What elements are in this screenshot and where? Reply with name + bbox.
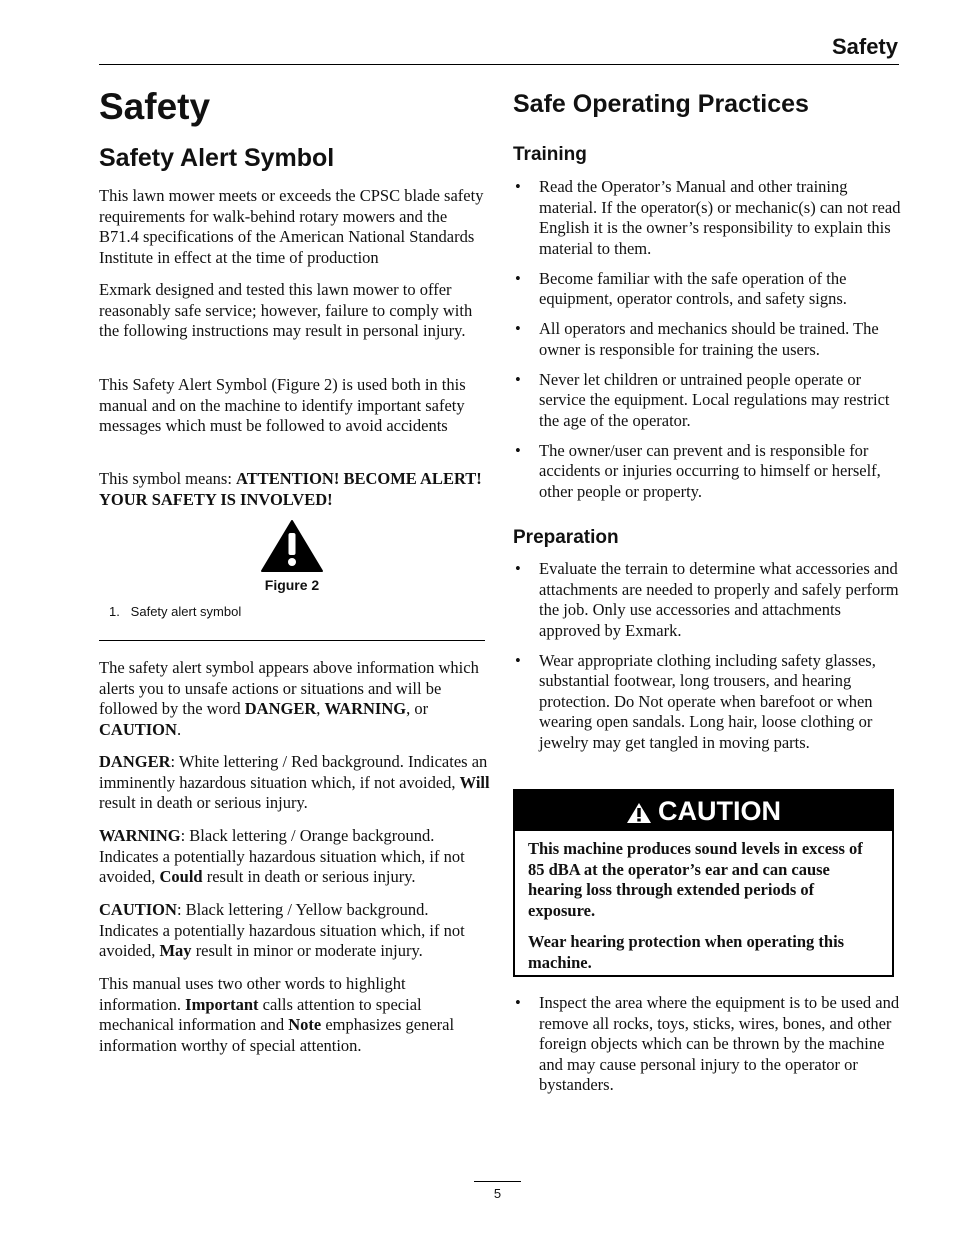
list-item-text: Inspect the area where the equipment is to be used and remove all rocks, toys, sticks, wires, bones, and other foreign objects which can be thrown by the machine and may cause personal injury to the operator or bystanders. [539, 993, 900, 1094]
safety-alert-symbol-heading: Safety Alert Symbol [99, 144, 335, 172]
danger-will: Will [459, 772, 490, 792]
page-number: 5 [493, 1186, 502, 1201]
training-heading: Training [513, 144, 587, 165]
list-item [513, 441, 903, 503]
word-important: Important [185, 994, 259, 1014]
danger-desc: : White lettering / Red background. Indicates an imminently hazardous situation which, if not avoided, [99, 752, 488, 792]
bullet: • [515, 369, 521, 389]
signal-word-caution: CAUTION [99, 719, 177, 739]
list-item [513, 993, 903, 1096]
list-item [513, 370, 903, 432]
paragraph-caution-definition [99, 900, 491, 962]
signal-word-danger: DANGER [244, 699, 317, 718]
list-item [513, 319, 903, 360]
after-caution-list [513, 993, 903, 1105]
caution-label: CAUTION [658, 795, 781, 826]
paragraph-exmark-design: Exmark designed and tested this lawn mower to offer reasonably safe service; however, failure to comply with the following instructions may result in personal injury. [99, 280, 473, 340]
symbol-meaning-prefix: This symbol means: [99, 469, 237, 488]
word-note: Note [288, 1015, 322, 1034]
list-item [513, 269, 903, 310]
list-item-text: The owner/user can prevent and is responsible for accidents or injuries occurring to himself or herself, other people or property. [539, 440, 881, 501]
list-item-text: All operators and mechanics should be trained. The owner is responsible for training the users. [539, 319, 879, 359]
running-header: Safety [831, 34, 898, 59]
other-words-text: This manual uses two other words to highlight information. [99, 974, 406, 1014]
list-item-text: Become familiar with the safe operation of the equipment, operator controls, and safety signs. [539, 268, 847, 308]
signal-words-end: . [176, 719, 182, 739]
page-title: Safety [99, 86, 211, 127]
preparation-heading: Preparation [513, 527, 619, 548]
header-rule [99, 64, 899, 65]
bullet: • [515, 268, 521, 288]
list-item-text: Evaluate the terrain to determine what accessories and attachments are needed to properly and safely perform the job. Only use accessories and attachments approved by Exmark. [539, 559, 899, 640]
other-words-text-3: emphasizes general information worthy of special attention. [99, 1015, 455, 1055]
list-item-text: Never let children or untrained people operate or service the equipment. Local regulations may restrict the age of the operator. [539, 369, 890, 430]
paragraph-symbol-meaning [99, 469, 491, 510]
list-item [513, 651, 903, 754]
training-list [513, 177, 903, 512]
figure-rule [99, 640, 485, 641]
signal-words-text: The safety alert symbol appears above information which alerts you to unsafe actions or situations and will be followed by the word [99, 658, 479, 718]
caution-term: CAUTION [99, 900, 177, 919]
paragraph-danger-definition [99, 752, 491, 814]
list-item-text: Read the Operator’s Manual and other training material. If the operator(s) or mechanic(s) can not read English it is the owner’s responsibility to explain this material to them. [539, 177, 901, 258]
caution-desc-end: result in minor or moderate injury. [191, 941, 423, 960]
list-item [513, 177, 903, 259]
caution-body [515, 831, 892, 973]
caution-alert-icon [626, 800, 652, 822]
bullet: • [515, 993, 521, 1012]
list-item-text: Wear appropriate clothing including safety glasses, substantial footwear, long trousers, and hearing protection. Do Not operate when barefoot or when wearing open sandals. Long hair, loose clothing or jewelry may get tangled in moving parts. [539, 650, 876, 752]
paragraph-alert-symbol-usage: This Safety Alert Symbol (Figure 2) is used both in this manual and on the machine to identify important safety messages which must be followed to avoid accidents [99, 375, 466, 435]
paragraph-cpsc: This lawn mower meets or exceeds the CPSC blade safety requirements for walk-behind rotary mowers and the B71.4 specifications of the American National Standards Institute in effect at the time of production [99, 186, 484, 267]
caution-box [513, 789, 894, 977]
bullet: • [515, 559, 521, 578]
signal-words-sep2: , or [406, 699, 429, 718]
warning-term: WARNING [99, 826, 181, 845]
paragraph-warning-definition [99, 826, 491, 888]
caution-text-2: Wear hearing protection when operating this machine. [528, 932, 845, 972]
warning-desc-end: result in death or serious injury. [202, 867, 416, 886]
footer-rule [474, 1181, 521, 1182]
signal-words-sep1: , [316, 699, 325, 718]
figure-callout: 1. Safety alert symbol [109, 604, 242, 619]
safe-operating-practices-heading: Safe Operating Practices [513, 90, 809, 118]
other-words-text-2: calls attention to special mechanical information and [99, 994, 422, 1034]
warning-desc: : Black lettering / Orange background. Indicates a potentially hazardous situation which, if not avoided, [99, 826, 465, 886]
danger-desc-end: result in death or serious injury. [99, 793, 308, 812]
caution-header [515, 791, 892, 831]
symbol-meaning-bold: ATTENTION! BECOME ALERT! YOUR SAFETY IS INVOLVED! [99, 469, 482, 509]
caution-text-1: This machine produces sound levels in excess of 85 dBA at the operator’s ear and can cause hearing loss through extended periods of exposure. [528, 839, 863, 920]
bullet: • [515, 319, 521, 338]
paragraph-other-words [99, 974, 491, 1056]
safety-alert-triangle-icon [260, 519, 324, 573]
caution-desc: : Black lettering / Yellow background. Indicates a potentially hazardous situation which, if not avoided, [99, 900, 465, 960]
list-item [513, 559, 903, 641]
danger-term: DANGER [99, 752, 171, 771]
caution-may: May [159, 941, 192, 960]
signal-word-warning: WARNING [324, 699, 407, 718]
bullet: • [515, 177, 521, 196]
preparation-list [513, 559, 903, 763]
figure-caption: Figure 2 [264, 577, 320, 593]
warning-could: Could [159, 867, 203, 886]
bullet: • [515, 650, 521, 670]
bullet: • [515, 440, 521, 460]
paragraph-signal-words [99, 658, 491, 740]
